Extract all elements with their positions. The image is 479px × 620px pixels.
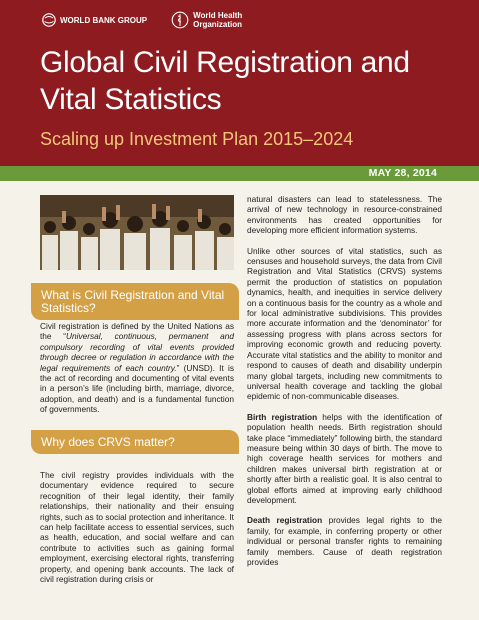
who-logo (171, 11, 242, 29)
photo-illustration (40, 195, 234, 270)
right-paragraph-2: Unlike other sources of vital statistics, such as censuses and household surveys, the data from Civil Registration and Vital Statistics (CRVS) systems permit the production of statistics on population dynamics, health, and inequities in service delivery on a continuous basis for the country as a whole and for local administrative subdivisions. This provides more accurate information and the ‘denominator’ for assessing progress with plans across sectors for improving economic growth and reducing poverty. Accurate vital statistics and the ability to monitor and respond to causes of death and disability underpin many global targets, including new commitments to universal health coverage and tackling the global epidemic of non-communicable diseases. (247, 245, 442, 402)
left-column-text-2 (40, 470, 234, 584)
page-subtitle: Scaling up Investment Plan 2015–2024 (40, 129, 354, 149)
why-paragraph: The civil registry provides individuals with the documentary evidence required to secure recognition of their legal identity, their family relationships, their nationality and their ensuing rights, such as to social protection and inheritance. It can help facilitate access to essential services, such as health, education, and social welfare and can contribute to activities such as gaining formal employment, exercising electoral rights, transferring property, and opening bank accounts. The lack of civil registration during crisis or (40, 470, 234, 585)
death-registration-term: Death registration (247, 515, 323, 526)
right-paragraph-1: natural disasters can lead to statelessness. The arrival of new technology in resource-constrained environments has created opportunities for developing more efficient information systems. (247, 194, 442, 236)
death-registration-paragraph (247, 515, 442, 567)
left-column-text-1 (40, 321, 234, 415)
birth-registration-term: Birth registration (247, 411, 318, 422)
definition-text-start: Civil registration is defined by the United Nations as the “ (40, 321, 234, 342)
definition-text-end: ” (UNSD). It is the act of recording and documenting of vital events in a person’s life (including birth, marriage, divorce, adoption, and death) and is a fundamental function of governments. (40, 362, 235, 415)
logos (42, 11, 242, 29)
definition-quote: Universal, continuous, permanent and compulsory recording of vital events provided through decree or regulation in accordance with the legal requirements of each country. (40, 331, 234, 373)
section-heading-why-crvs: Why does CRVS matter? (31, 430, 239, 454)
death-registration-text: provides legal rights to the family, for example, in conferring property or other individual or personal transfer rights to remaining family members. Cause of death registration provides (247, 515, 442, 567)
children-photo (40, 195, 234, 270)
globe-icon (42, 13, 56, 27)
birth-registration-text: helps with the identification of population health needs. Birth registration should take place “immediately” following birth, the standard measure being within 30 days of birth. The move to high coverage health services for mothers and children makes universal birth registration at or shortly after birth a realistic goal. It is also central to global efforts aimed at improving early childhood development. (247, 411, 442, 505)
section-heading-what-is-crvs: What is Civil Registration and Vital Statistics? (31, 283, 239, 320)
who-emblem-icon (171, 11, 189, 29)
world-bank-logo (42, 13, 147, 27)
birth-registration-paragraph (247, 412, 442, 506)
header-banner (0, 0, 479, 166)
who-label-line2: Organization (193, 20, 242, 29)
publication-date: MAY 28, 2014 (368, 167, 437, 179)
who-label-line1: World Health (193, 11, 243, 20)
world-bank-label: WORLD BANK GROUP (60, 15, 148, 25)
page-title: Global Civil Registration and Vital Statistics (40, 46, 410, 116)
definition-paragraph (40, 321, 234, 415)
right-column-text (247, 194, 442, 567)
